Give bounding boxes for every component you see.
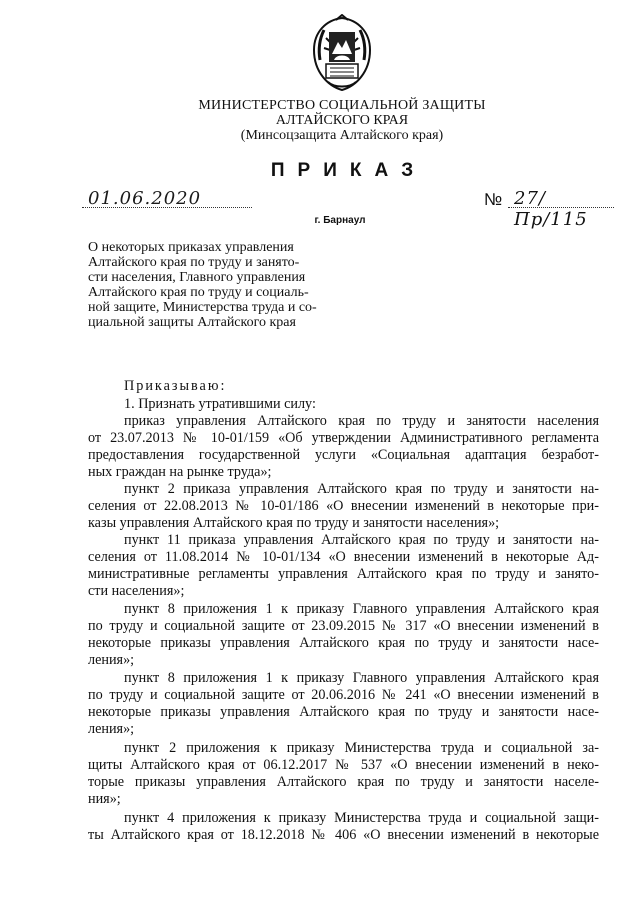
subject-line: О некоторых приказах управления	[88, 240, 294, 255]
date-field	[82, 188, 252, 212]
order-paragraph	[88, 670, 599, 738]
ministry-name: МИНИСТЕРСТВО СОЦИАЛЬНОЙ ЗАЩИТЫ	[198, 98, 486, 113]
number-field	[484, 188, 614, 230]
order-item-1: 1. Признать утратившими силу:	[124, 396, 316, 412]
city-label: г. Барнаул	[314, 215, 366, 226]
paragraph-line: казы управления Алтайского края по труду и занятости населения»;	[88, 515, 500, 531]
paragraph-line: пункт 2 приложения к приказу Министерства труда и социальной за-	[124, 740, 599, 756]
paragraph-line: ты Алтайского края от 18.12.2018 № 406 «О внесении изменений в некоторые	[88, 827, 599, 843]
document-type-title: ПРИКАЗ	[270, 160, 427, 181]
paragraph-line: предоставления государственной услуги «Социальная адаптация безработ-	[88, 447, 599, 463]
subject-line: Алтайского края по труду и занято-	[88, 255, 300, 270]
paragraph-line: селения от 11.08.2014 № 10-01/134 «О внесении изменений в некоторые Ад-	[88, 549, 599, 565]
subject-line: ной защите, Министерства труда и со-	[88, 300, 317, 315]
paragraph-line: селения от 22.08.2013 № 10-01/186 «О внесении изменений в некоторые при-	[88, 498, 599, 514]
number-sign: №	[484, 190, 503, 209]
paragraph-line: пункт 4 приложения к приказу Министерства труда и социальной защи-	[124, 810, 599, 826]
document-subject	[88, 240, 336, 330]
order-paragraph	[88, 601, 599, 669]
paragraph-line: некоторые приказы управления Алтайского края по труду и занятости насе-	[88, 635, 599, 651]
paragraph-line: сти населения»;	[88, 583, 185, 599]
handwritten-date: 01.06.2020	[88, 188, 202, 209]
paragraph-line: ния»;	[88, 791, 121, 807]
order-paragraph	[88, 413, 599, 481]
paragraph-line: пункт 8 приложения 1 к приказу Главного управления Алтайского края	[124, 670, 599, 686]
handwritten-number: 27/Пр/115	[514, 188, 588, 230]
order-paragraph	[88, 481, 599, 532]
order-paragraph	[88, 740, 599, 808]
order-paragraph	[88, 532, 599, 600]
paragraph-line: министративные регламенты управления Алтайского края по труду и занято-	[88, 566, 599, 582]
coat-of-arms-emblem	[302, 14, 382, 94]
paragraph-line: торые приказы управления Алтайского края по труду и занятости населе-	[88, 774, 599, 790]
paragraph-line: приказ управления Алтайского края по труду и занятости населения	[124, 413, 599, 429]
paragraph-line: ления»;	[88, 652, 135, 668]
paragraph-line: по труду и социальной защите от 23.09.2015 № 317 «О внесении изменений в	[88, 618, 599, 634]
subject-line: циальной защиты Алтайского края	[88, 315, 296, 330]
region-name: АЛТАЙСКОГО КРАЯ	[275, 113, 409, 128]
order-word: Приказываю:	[124, 378, 227, 394]
subject-line: Алтайского края по труду и социаль-	[88, 285, 309, 300]
paragraph-line: пункт 11 приказа управления Алтайского края по труду и занятости на-	[124, 532, 599, 548]
paragraph-line: ления»;	[88, 721, 135, 737]
paragraph-line: от 23.07.2013 № 10-01/159 «Об утверждении Административного регламента	[88, 430, 599, 446]
paragraph-line: пункт 8 приложения 1 к приказу Главного управления Алтайского края	[124, 601, 599, 617]
subject-line: сти населения, Главного управления	[88, 270, 306, 285]
paragraph-line: по труду и социальной защите от 20.06.2016 № 241 «О внесении изменений в	[88, 687, 599, 703]
paragraph-line: пункт 2 приказа управления Алтайского края по труду и занятости на-	[124, 481, 599, 497]
paragraph-line: некоторые приказы управления Алтайского края по труду и занятости насе-	[88, 704, 599, 720]
order-paragraph	[88, 810, 599, 844]
paragraph-line: щиты Алтайского края от 06.12.2017 № 537 «О внесении изменений в неко-	[88, 757, 599, 773]
paragraph-line: ных граждан на рынке труда»;	[88, 464, 272, 480]
ministry-short-name: (Минсоцзащита Алтайского края)	[240, 128, 444, 143]
